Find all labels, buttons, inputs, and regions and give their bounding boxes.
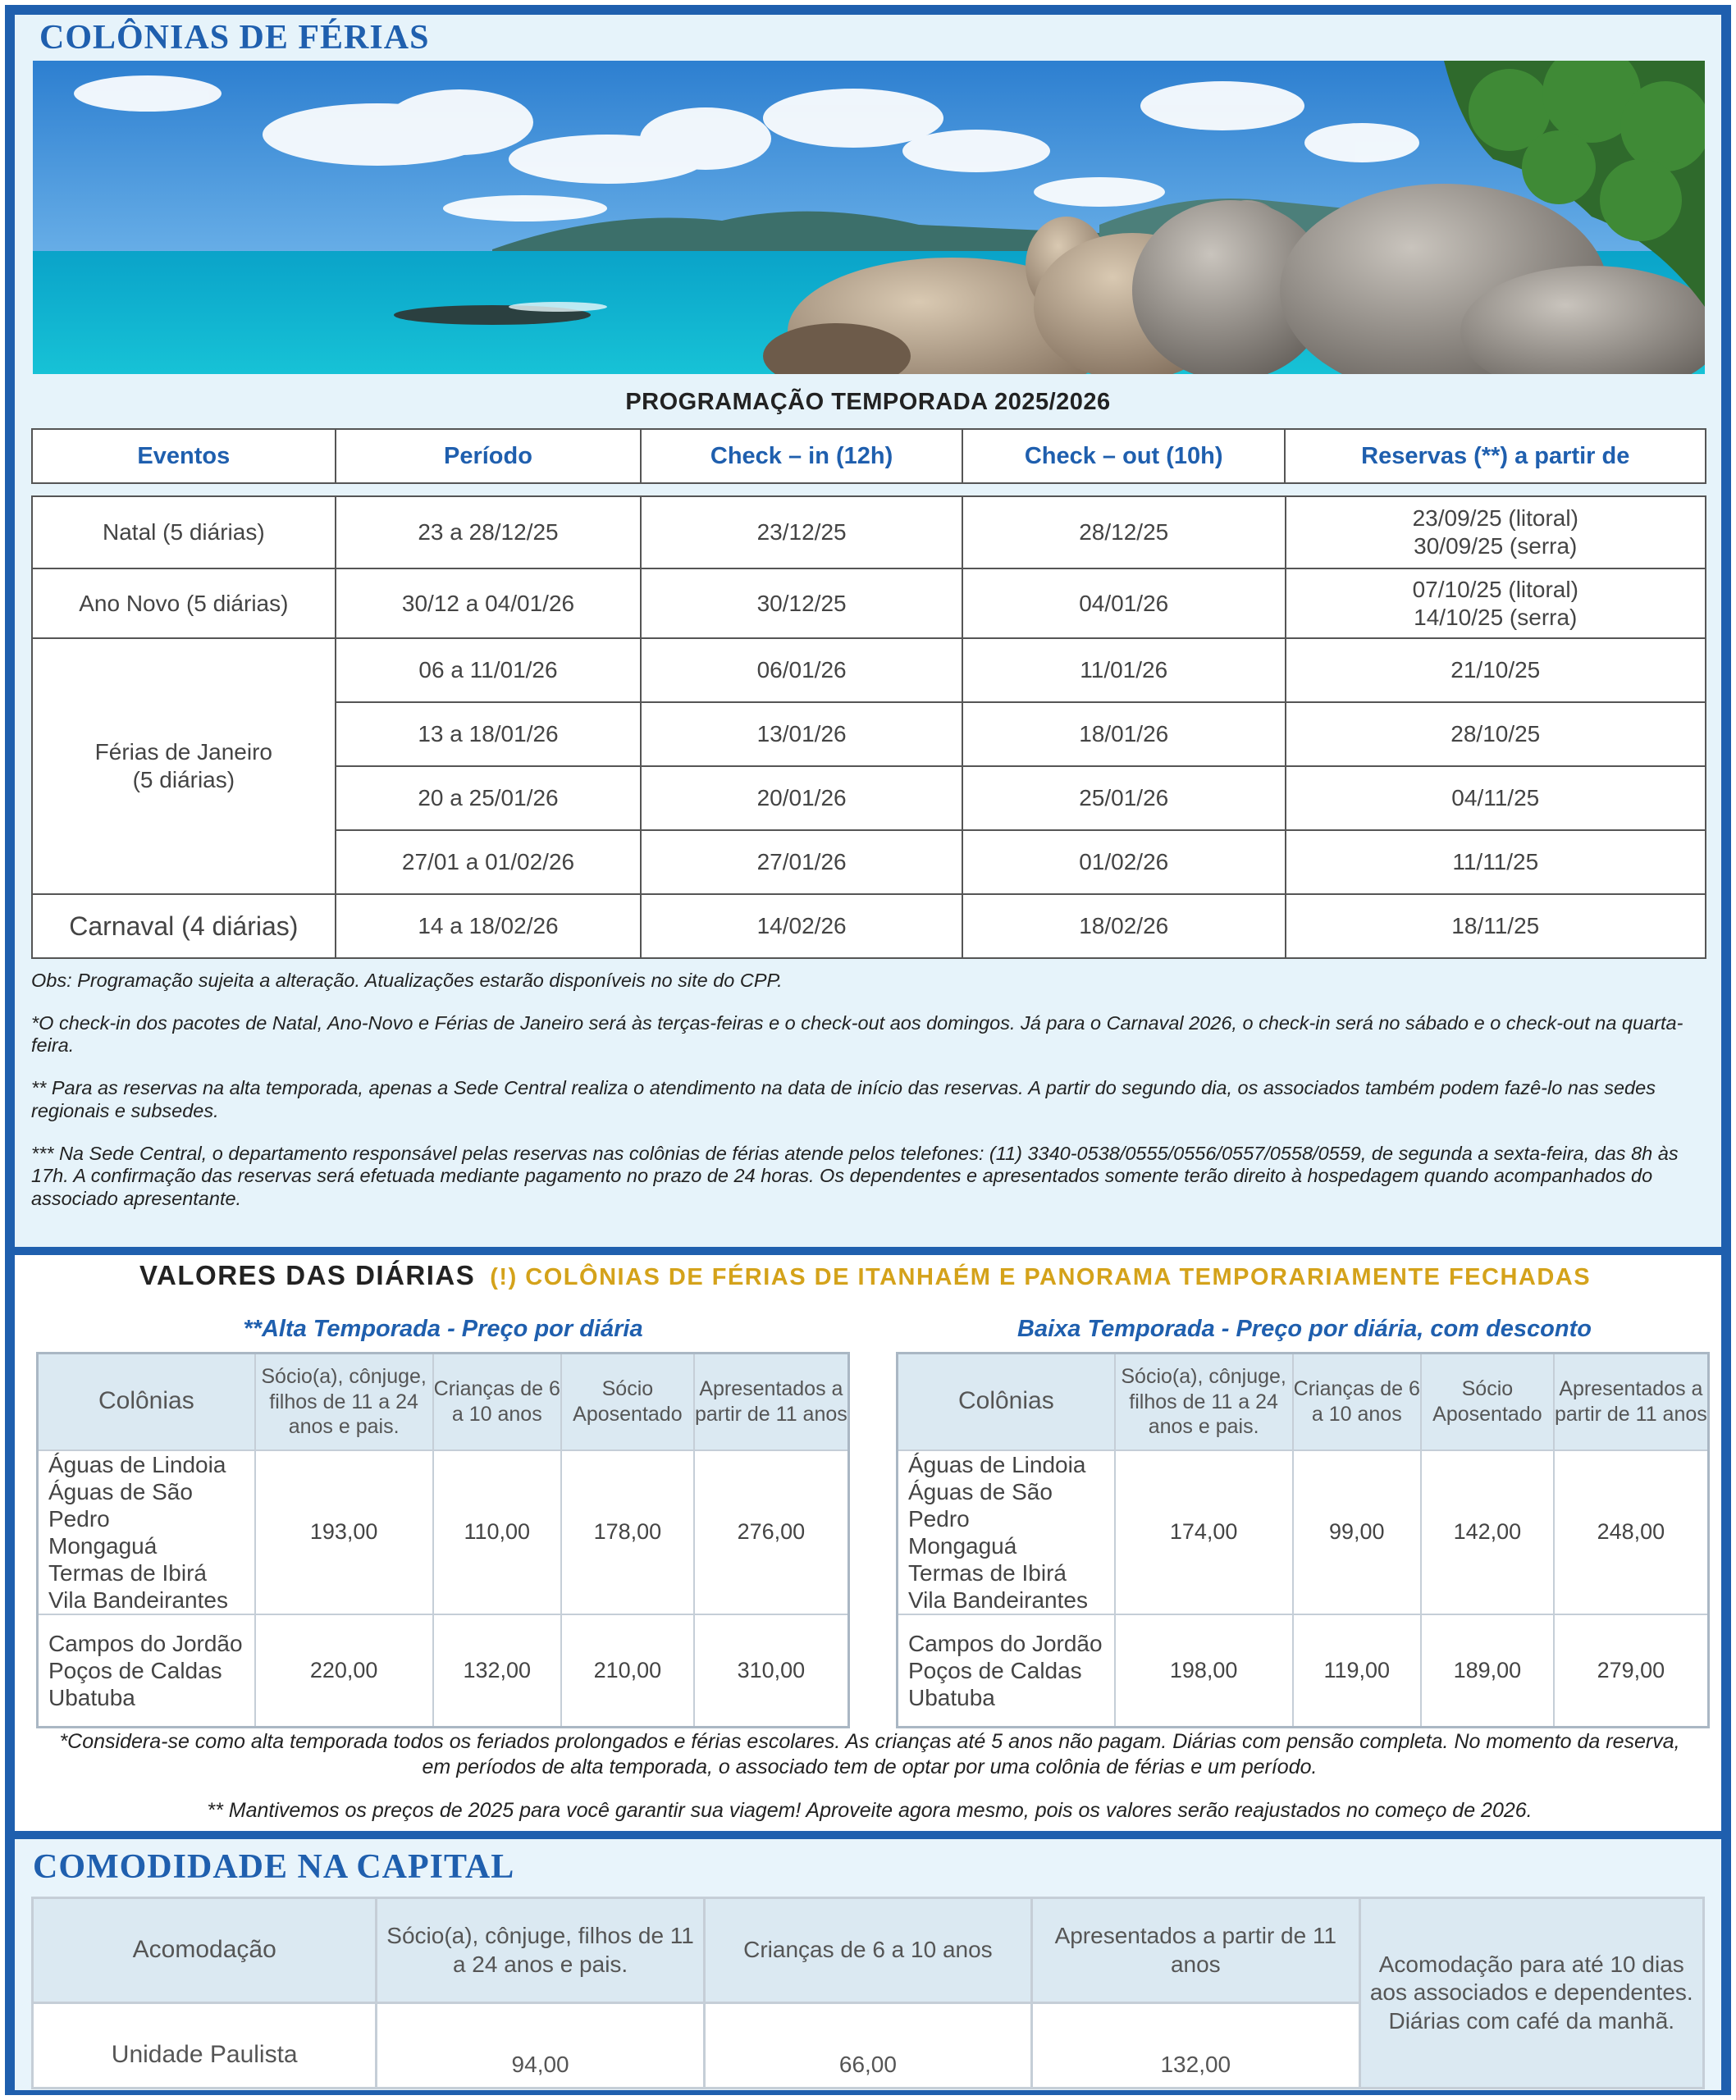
table-row: Unidade Paulista 94,00 66,00 132,00: [33, 2003, 1704, 2089]
schedule-title: PROGRAMAÇÃO TEMPORADA 2025/2026: [625, 389, 1111, 415]
schedule-header: [31, 428, 1706, 484]
table-header-row: Colônias Sócio(a), cônjuge, filhos de 11 a 24 anos e pais. Crianças de 6 a 10 anos Sócio Aposentado Apresentados a partir de 11 anos: [898, 1354, 1709, 1450]
comodidade-title: COMODIDADE NA CAPITAL: [33, 1848, 515, 1886]
precos-note: ** Mantivemos os preços de 2025 para você garantir sua viagem! Aproveite agora mesmo, pois os valores serão reajustados no começo de 2026.: [207, 1799, 1533, 1822]
note-reservas: ** Para as reservas na alta temporada, apenas a Sede Central realiza o atendimento na data de início das reservas. A partir do segundo dia, os associados também podem fazê-lo nas sedes regionais e subsedes.: [31, 1077, 1656, 1121]
table-row: Campos do Jordão Poços de Caldas Ubatuba 220,00 132,00 210,00 310,00: [38, 1614, 849, 1728]
table-row: 27/01 a 01/02/26 27/01/26 01/02/26 11/11/25: [32, 830, 1706, 894]
comodidade-note: Acomodação para até 10 dias aos associados e dependentes. Diárias com café da manhã.: [1359, 1898, 1703, 2089]
table-row: 20 a 25/01/26 20/01/26 25/01/26 04/11/25: [32, 766, 1706, 830]
closure-warning: (!) COLÔNIAS DE FÉRIAS DE ITANHAÉM E PANORAMA TEMPORARIAMENTE FECHADAS: [490, 1264, 1592, 1290]
valores-title: VALORES DAS DIÁRIAS: [139, 1260, 476, 1290]
table-row: Águas de Lindoia Águas de São Pedro Mongaguá Termas de Ibirá Vila Bandeirantes 193,00 110,00 178,00 276,00: [38, 1450, 849, 1614]
table-row: Natal (5 diárias) 23 a 28/12/25 23/12/25 28/12/25 23/09/25 (litoral) 30/09/25 (serra): [32, 496, 1706, 568]
table-row: 13 a 18/01/26 13/01/26 18/01/26 28/10/25: [32, 702, 1706, 766]
table-row: Águas de Lindoia Águas de São Pedro Mongaguá Termas de Ibirá Vila Bandeirantes 174,00 99,00 142,00 248,00: [898, 1450, 1709, 1614]
table-header-row: Colônias Sócio(a), cônjuge, filhos de 11 a 24 anos e pais. Crianças de 6 a 10 anos Sócio Aposentado Apresentados a partir de 11 anos: [38, 1354, 849, 1450]
table-row: Campos do Jordão Poços de Caldas Ubatuba 198,00 119,00 189,00 279,00: [898, 1614, 1709, 1728]
table-row: Férias de Janeiro (5 diárias) 06 a 11/01/26 06/01/26 11/01/26 21/10/25: [32, 638, 1706, 702]
section-divider: [15, 1831, 1721, 1839]
baixa-price-table: [896, 1352, 1710, 1728]
schedule-table: [31, 495, 1706, 959]
note-checkin: *O check-in dos pacotes de Natal, Ano-Novo e Férias de Janeiro será às terças-feiras e o check-out aos domingos. Já para o Carnaval 2026, o check-in será no sábado e o check-out na quarta-feira.: [31, 1011, 1683, 1057]
alta-price-table: [36, 1352, 850, 1728]
table-header-row: Acomodação Sócio(a), cônjuge, filhos de 11 a 24 anos e pais. Crianças de 6 a 10 anos Apresentados a partir de 11 anos Acomodação para até 10 dias aos associados e dependentes. Diárias com café da manhã.: [33, 1898, 1704, 2003]
valores-heading: [139, 1260, 1591, 1291]
table-row: Ano Novo (5 diárias) 30/12 a 04/01/26 30/12/25 04/01/26 07/10/25 (litoral) 14/10/25 (serra): [32, 568, 1706, 638]
alta-temporada-note: *Considera-se como alta temporada todos os feriados prolongados e férias escolares. As crianças até 5 anos não pagam. Diárias com pensão completa. No momento da reserva, em períodos de alta temporada, o associado tem de optar por uma colônia de férias e um período.: [59, 1730, 1680, 1778]
col-checkin: Check – in (12h): [641, 429, 962, 483]
col-checkout: Check – out (10h): [962, 429, 1286, 483]
page-title: COLÔNIAS DE FÉRIAS: [39, 19, 430, 57]
col-periodo: Período: [336, 429, 642, 483]
beach-banner-image: [33, 61, 1705, 374]
schedule-notes: [31, 970, 1706, 1230]
baixa-subtitle: Baixa Temporada - Preço por diária, com desconto: [1017, 1316, 1592, 1342]
alta-subtitle: **Alta Temporada - Preço por diária: [243, 1316, 643, 1342]
col-eventos: Eventos: [32, 429, 336, 483]
col-reservas: Reservas (**) a partir de: [1285, 429, 1706, 483]
table-row: Carnaval (4 diárias) 14 a 18/02/26 14/02/26 18/02/26 18/11/25: [32, 894, 1706, 958]
note-sede: *** Na Sede Central, o departamento responsável pelas reservas nas colônias de férias atende pelos telefones: (11) 3340-0538/0555/0556/0557/0558/0559, de segunda a sexta-feira, das 8h às 17h. A confirmação das reservas será efetuada mediante pagamento no prazo de 24 horas. Os dependentes e apresentados somente terão direito à hospedagem quando acompanhados do associado apresentante.: [31, 1142, 1679, 1210]
section-divider: [15, 1247, 1721, 1255]
comodidade-table: [31, 1897, 1705, 2089]
note-obs: Obs: Programação sujeita a alteração. Atualizações estarão disponíveis no site do CPP.: [31, 970, 783, 991]
